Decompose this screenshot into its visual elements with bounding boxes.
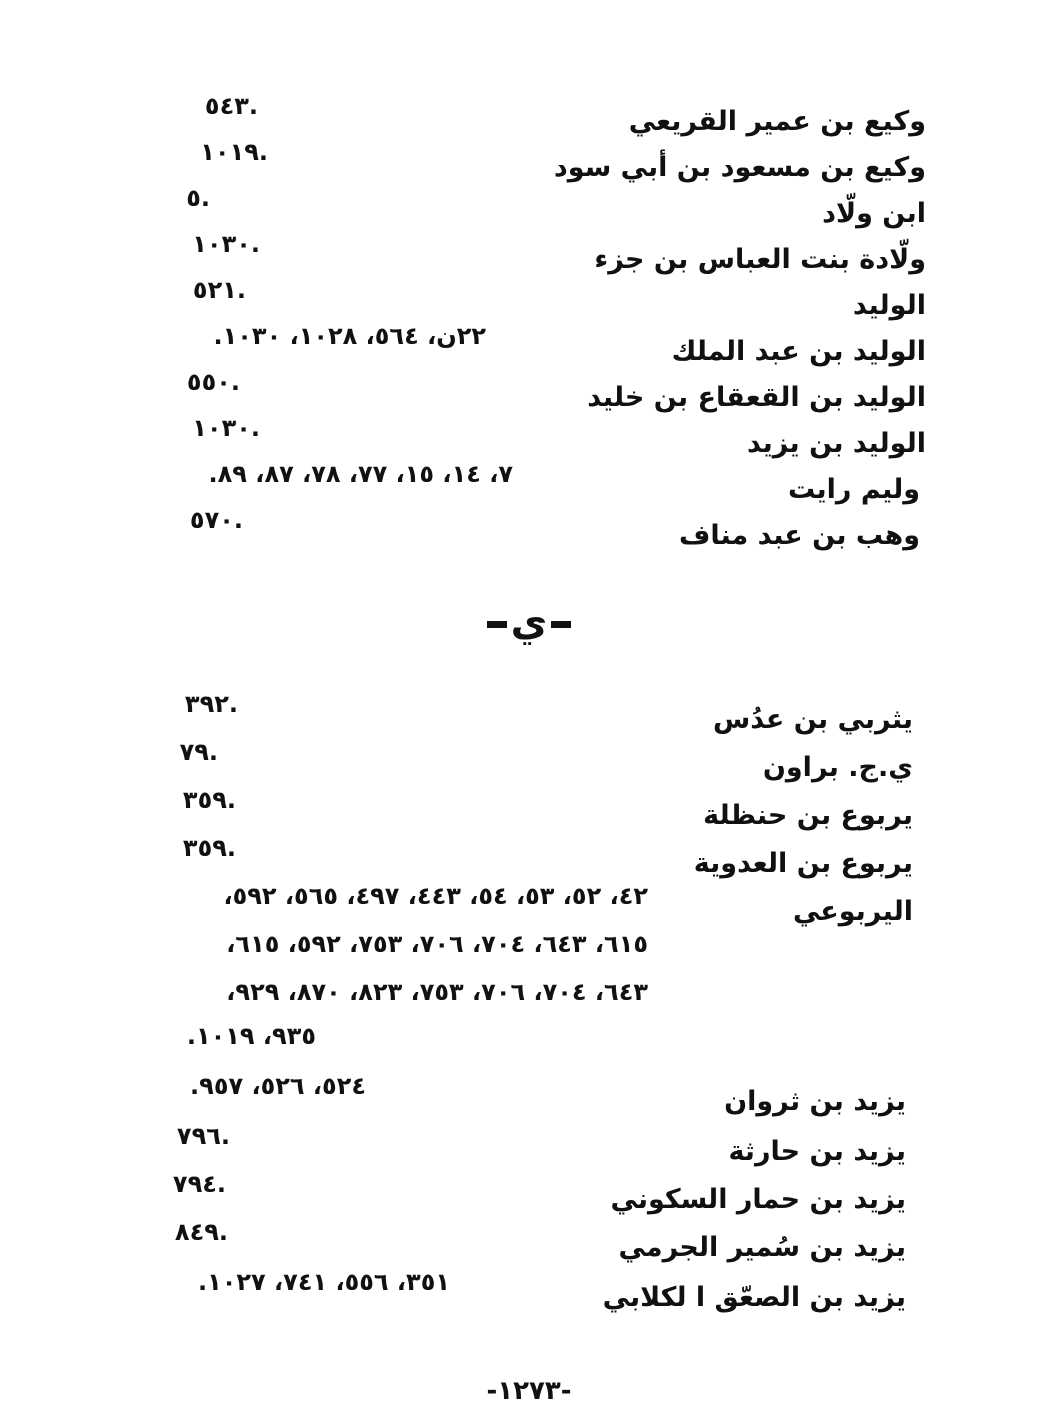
entry-name: يزيد بن ثروان [724, 1086, 906, 1117]
entry-pages: ٦٤٣، ٧٠٤، ٧٠٦، ٧٥٣، ٨٢٣، ٨٧٠، ٩٢٩، [226, 978, 648, 1006]
entry-name: يربوع بن حنظلة [703, 800, 913, 831]
entry-pages: ٤٢، ٥٢، ٥٣، ٥٤، ٤٤٣، ٤٩٧، ٥٦٥، ٥٩٢، [223, 882, 648, 910]
entry-pages: .٣٩٢ [184, 690, 238, 718]
entry-pages: .١٠١٩ [200, 138, 268, 166]
entry-name: وكيع بن مسعود بن أبي سود [553, 152, 926, 183]
section-heading [0, 600, 1058, 644]
entry-name: ابن ولّاد [822, 198, 926, 229]
entry-pages: .١٠٣٠ [192, 414, 260, 442]
entry-pages: ٥٢٤، ٥٢٦، ٩٥٧. [190, 1072, 366, 1100]
entry-pages: .٥٤٣ [204, 92, 258, 120]
entry-name: يربوع بن العدوية [693, 848, 913, 879]
index-entry [0, 1268, 1058, 1328]
entry-pages: ٣٥١، ٥٥٦، ٧٤١، ١٠٢٧. [197, 1268, 450, 1296]
entry-name: الوليد [852, 290, 926, 321]
entry-name: ولّادة بنت العباس بن جزء [594, 244, 926, 275]
entry-name: يزيد بن سُمير الجرمي [618, 1232, 906, 1263]
entry-pages: .٧٩٦ [176, 1122, 230, 1150]
entry-name: يثربي بن عدُس [713, 704, 913, 735]
entry-pages: ٦١٥، ٦٤٣، ٧٠٤، ٧٠٦، ٧٥٣، ٥٩٢، ٦١٥، [226, 930, 648, 958]
heading-dash-right [551, 621, 571, 628]
entry-name: وهب بن عبد مناف [678, 520, 920, 551]
entry-name: ي.ج. براون [762, 752, 913, 783]
entry-pages: ٢٢ن، ٥٦٤، ١٠٢٨، ١٠٣٠. [213, 322, 486, 350]
entry-name: الوليد بن عبد الملك [671, 336, 926, 367]
entry-pages: .٣٥٩ [182, 786, 236, 814]
index-entry [0, 506, 1058, 566]
entry-pages: .٧٩ [179, 738, 218, 766]
entry-name: يزيد بن الصعّق ا لكلابي [602, 1282, 906, 1313]
entry-pages: .١٠٣٠ [192, 230, 260, 258]
heading-dash-left [487, 621, 507, 628]
entry-pages: ٧، ١٤، ١٥، ٧٧، ٧٨، ٨٧، ٨٩. [208, 460, 513, 488]
entry-name: وكيع بن عمير القريعي [628, 106, 926, 137]
entry-pages: .٧٩٤ [172, 1170, 226, 1198]
entry-pages: .٥ [186, 184, 210, 212]
entry-pages: .٨٤٩ [174, 1218, 228, 1246]
entry-name: وليم رايت [787, 474, 920, 505]
entry-name: الوليد بن القعقاع بن خليد [587, 382, 926, 413]
section-letter: ي [510, 599, 548, 645]
entry-pages: .٥٧٠ [189, 506, 243, 534]
entry-pages: .٥٥٠ [186, 368, 240, 396]
page-number: -١٢٧٣- [486, 1376, 572, 1406]
entry-name: يزيد بن حارثة [728, 1136, 906, 1167]
entry-name: الوليد بن يزيد [747, 428, 926, 459]
entry-pages: .٣٥٩ [182, 834, 236, 862]
entry-name: اليربوعي [792, 896, 913, 927]
entry-name: يزيد بن حمار السكوني [610, 1184, 906, 1215]
entry-pages: .٥٢١ [192, 276, 246, 304]
entry-pages: ٩٣٥، ١٠١٩. [186, 1022, 316, 1050]
